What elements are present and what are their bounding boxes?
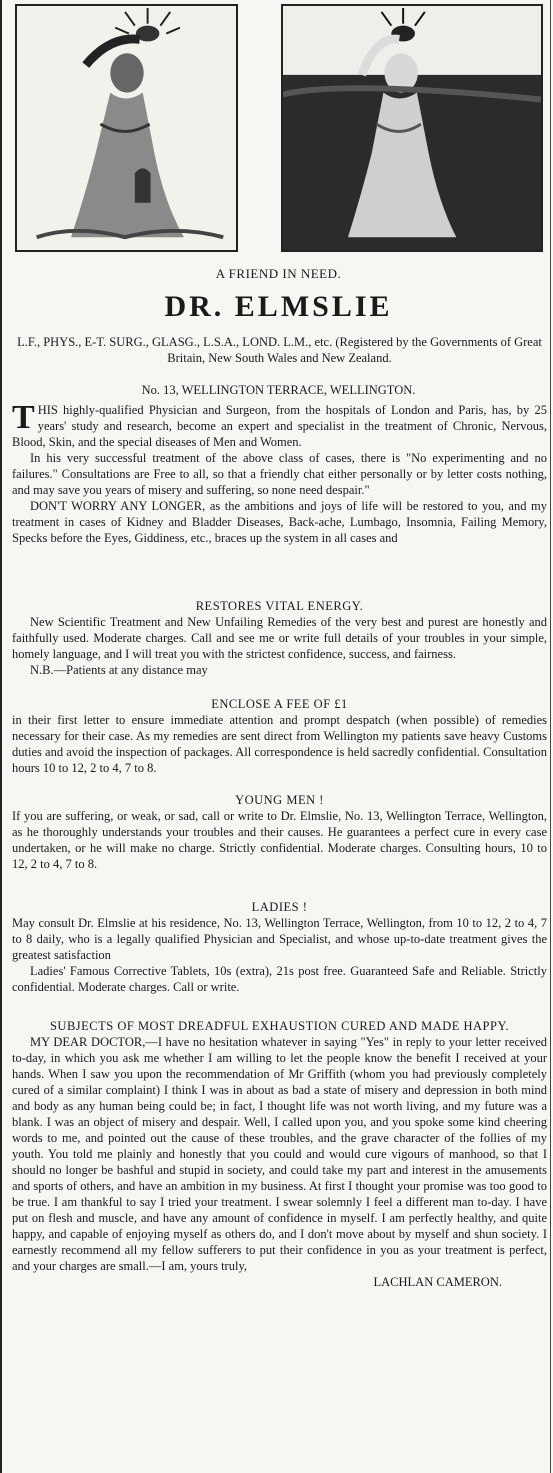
credentials: L.F., PHYS., E-T. SURG., GLASG., L.S.A., LOND. L.M., etc. (Registered by the Governments of Great Britain, New South Wales and New Zealand. (17, 335, 542, 365)
testimonial-body: MY DEAR DOCTOR,—I have no hesitation whatever in saying "Yes" in reply to your letter received to-day, in which you ask me whether I am willing to let the people know the benefit I received at your hands. When I saw you upon the recommendation of Mr Griffith (whom you had previously completely cured of a similar complaint) I think I was in about as bad a state of misery and depression in both mind and body as any human being could be; in fact, I thought life was not worth living, and my future was a blank. I was an object of misery and despair. Well, I called upon you, and you spoke some kind cheering words to me, and pointed out the cause of these troubles, and the grave character of the follies of my youth. You told me plainly and honestly that you could and would cure vigours of manhood, so that I should no longer be bashful and stupid in society, and could take my part and interest in the amusements and sports of others, and have an ambition in my business. At first I thought your promise was too good to be true. I am thankful to say I tried your treatment. I swear solemnly I feel a different man to-day. I have put on flesh and muscle, and have any amount of confidence in myself. I am perfectly healthy, and quite happy, and capable of enjoying myself as others do, and I don't move about by myself and shun society. I earnestly recommend all my fellow sufferers to put their confidence in you as your treatment is perfect, and your charges are small.—I am, yours truly, (12, 1035, 547, 1273)
young-men-title: YOUNG MEN ! (235, 793, 324, 807)
dropcap: T (12, 399, 35, 436)
young-men-paragraph: If you are suffering, or weak, or sad, call or write to Dr. Elmslie, No. 13, Wellington Terrace, Wellington, as he thoroughly understands your troubles and their causes. He guarantees a perfect cure in every case undertaken, or he will make no charge. Strictly confidential. Moderate charges. Consulting hours, 10 to 12, 2 to 4, 7 to 8. (12, 809, 547, 871)
goddess-illustration-left (15, 4, 238, 252)
address: No. 13, WELLINGTON TERRACE, WELLINGTON. (141, 383, 416, 397)
signature: LACHLAN CAMERON. (373, 1275, 502, 1289)
illustrations (15, 4, 553, 254)
ladies-section (12, 899, 547, 995)
nb-paragraph: N.B.—Patients at any distance may (30, 663, 208, 677)
energy-paragraph: New Scientific Treatment and New Unfailing Remedies of the very best and purest are honestly and faithfully used. Moderate charges. Call and see me or write full details of your troubles in your simple, homely language, and I will treat you with the strictest confidence, success, and fairness. (12, 615, 547, 661)
intro-paragraph-2: In his very successful treatment of the above class of cases, there is "No experimenting and no failures." Consultations are Free to all, so that a friendly chat either personally or by letter costs nothing, and may save you years of misery and suffering, so none need despair." (12, 451, 547, 497)
testimonial-title: SUBJECTS OF MOST DREADFUL EXHAUSTION CURED AND MADE HAPPY. (49, 1019, 510, 1033)
intro-paragraph-1: HIS highly-qualified Physician and Surgeon, from the hospitals of London and Paris, has, by 25 years' study and research, become an expert and specialist in the treatment of Chronic, Nervous, Blood, Skin, and the special diseases of Men and Women. (12, 403, 547, 449)
intro-paragraph-3: DON'T WORRY ANY LONGER, as the ambitions and joys of life will be restored to you, and my treatment in cases of Kidney and Bladder Diseases, Back-ache, Lumbago, Insomnia, Failing Memory, Specks before the Eyes, Giddiness, etc., braces up the system in all cases and (12, 499, 547, 545)
ladies-title: LADIES ! (251, 900, 308, 914)
fee-section (12, 696, 547, 776)
fee-title: ENCLOSE A FEE OF £1 (211, 697, 348, 711)
intro-section (12, 399, 547, 546)
fee-paragraph: in their first letter to ensure immediate attention and prompt despatch (when possible) of remedies necessary for their case. As my remedies are sent direct from Wellington my patients save heavy Customs duties and avoid the inspection of packages. All correspondence is held sacredly confidential. Consultation hours 10 to 12, 2 to 4, 7 to 8. (12, 713, 547, 775)
young-men-section (12, 792, 547, 872)
testimonial-section (12, 1018, 547, 1290)
tagline: A FRIEND IN NEED. (215, 266, 342, 281)
goddess-illustration-right (281, 4, 543, 252)
ladies-paragraph: May consult Dr. Elmslie at his residence, No. 13, Wellington Terrace, Wellington, from 10 to 12, 2 to 4, 7 to 8 daily, who is a legally qualified Physician and Specialist, and whose up-to-date treatment gives the greatest satisfaction (12, 916, 547, 962)
energy-section (12, 598, 547, 678)
tablets-paragraph: Ladies' Famous Corrective Tablets, 10s (extra), 21s post free. Guaranteed Safe and Reliable. Strictly confidential. Moderate charges. Call or write. (12, 964, 547, 994)
energy-title: RESTORES VITAL ENERGY. (195, 599, 364, 613)
doctor-name: DR. ELMSLIE (164, 290, 393, 323)
